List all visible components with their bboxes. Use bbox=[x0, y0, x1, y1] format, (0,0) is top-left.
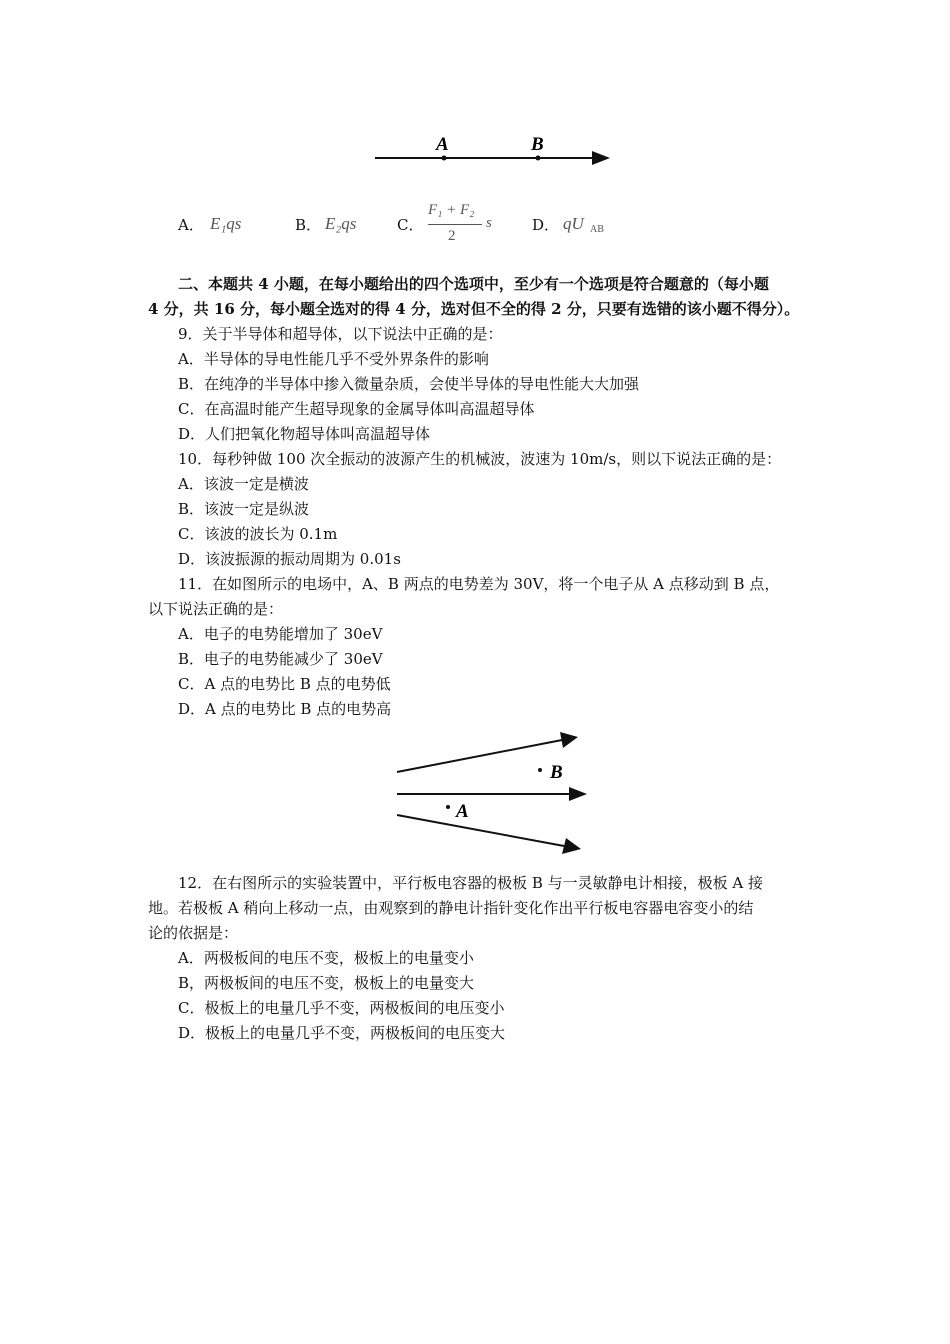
q10-option-b: B．该波一定是纵波 bbox=[178, 500, 310, 518]
option-b-letter: B． bbox=[295, 216, 322, 234]
option-d-expr: qU bbox=[563, 214, 584, 233]
q10-option-d: D．该波振源的振动周期为 0.01s bbox=[178, 550, 401, 568]
fraction-bar bbox=[428, 224, 482, 225]
q10-stem: 10．每秒钟做 100 次全振动的波源产生的机械波，波速为 10m/s，则以下说法正确的是： bbox=[178, 450, 782, 468]
point-b-label: B bbox=[550, 762, 563, 783]
option-a-expr: E₁qs bbox=[210, 214, 242, 233]
q8-options-row bbox=[178, 200, 638, 250]
option-d-letter: D． bbox=[532, 216, 560, 234]
q11-stem-line2: 以下说法正确的是： bbox=[148, 600, 284, 618]
q12-stem-line1: 12．在右图所示的实验装置中，平行板电容器的极板 B 与一灵敏静电计相接，极板 A 接 bbox=[178, 874, 764, 892]
point-a-label: A bbox=[436, 134, 449, 155]
fraction-numerator: F₁ + F₂ bbox=[428, 202, 475, 218]
q12-stem-line3: 论的依据是： bbox=[148, 924, 239, 942]
section2-heading-line2: 4 分，共 16 分，每小题全选对的得 4 分，选对但不全的得 2 分，只要有选错的该小题不得分）。 bbox=[148, 300, 800, 318]
fraction-variable: s bbox=[486, 215, 492, 231]
section2-heading-line1: 二、本题共 4 小题，在每小题给出的四个选项中，至少有一个选项是符合题意的（每小题 bbox=[178, 275, 769, 293]
q11-option-c: C．A 点的电势比 B 点的电势低 bbox=[178, 675, 391, 693]
q11-option-b: B．电子的电势能减少了 30eV bbox=[178, 650, 383, 668]
option-d-subscript: AB bbox=[590, 224, 604, 235]
q11-option-d: D．A 点的电势比 B 点的电势高 bbox=[178, 700, 392, 718]
q11-stem-line1: 11．在如图所示的电场中，A、B 两点的电势差为 30V，将一个电子从 A 点移动到 B 点， bbox=[178, 575, 780, 593]
q12-option-b: B，两极板间的电压不变，极板上的电量变大 bbox=[178, 974, 475, 992]
q9-stem: 9．关于半导体和超导体，以下说法中正确的是： bbox=[178, 325, 503, 343]
q10-option-a: A．该波一定是横波 bbox=[178, 475, 309, 493]
q11-option-a: A．电子的电势能增加了 30eV bbox=[178, 625, 383, 643]
q10-option-c: C．该波的波长为 0.1m bbox=[178, 525, 338, 543]
point-b-label: B bbox=[531, 134, 544, 155]
option-c-letter: C． bbox=[397, 216, 424, 234]
q9-option-d: D．人们把氧化物超导体叫高温超导体 bbox=[178, 425, 431, 443]
option-c-fraction bbox=[426, 200, 496, 248]
field-line-figure bbox=[370, 125, 620, 175]
q12-option-c: C．极板上的电量几乎不变，两极板间的电压变小 bbox=[178, 999, 505, 1017]
fraction-denominator: 2 bbox=[448, 228, 456, 244]
q9-option-a: A．半导体的导电性能几乎不受外界条件的影响 bbox=[178, 350, 489, 368]
option-a-letter: A． bbox=[178, 216, 204, 234]
q9-option-c: C．在高温时能产生超导现象的金属导体叫高温超导体 bbox=[178, 400, 535, 418]
point-a-label: A bbox=[456, 801, 469, 822]
q12-option-d: D．极板上的电量几乎不变，两极板间的电压变大 bbox=[178, 1024, 506, 1042]
option-b-expr: E₂qs bbox=[325, 214, 357, 233]
q12-stem-line2: 地。若极板 A 稍向上移动一点，由观察到的静电计指针变化作出平行板电容器电容变小的结 bbox=[148, 899, 754, 917]
electric-field-figure bbox=[390, 725, 600, 860]
q12-option-a: A．两极板间的电压不变，极板上的电量变小 bbox=[178, 949, 474, 967]
q9-option-b: B．在纯净的半导体中掺入微量杂质，会使半导体的导电性能大大加强 bbox=[178, 375, 640, 393]
